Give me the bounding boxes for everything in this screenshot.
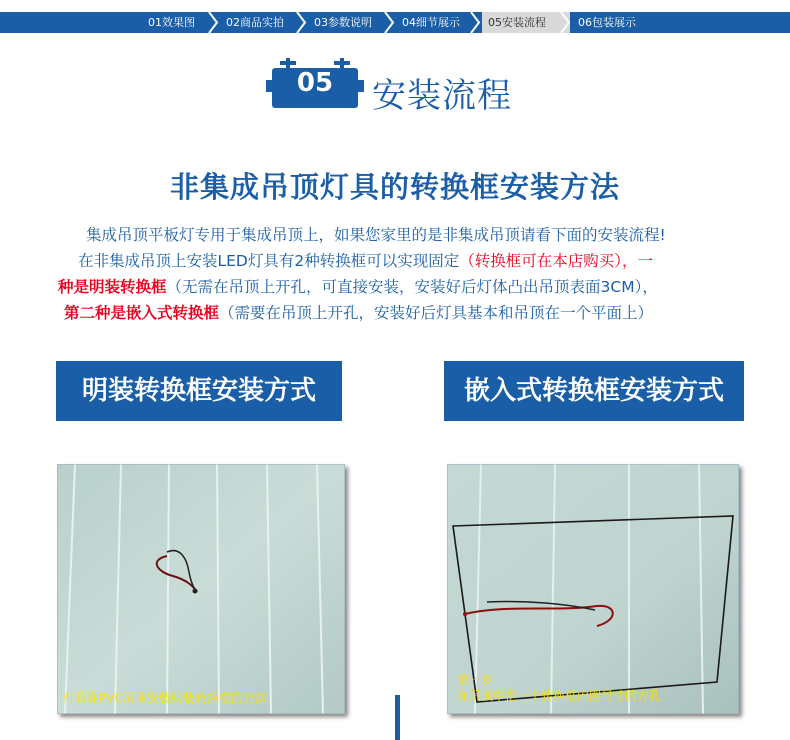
chevron-right-icon	[206, 12, 220, 33]
tab-effect[interactable]: 01效果图	[148, 16, 195, 29]
intro-line-2-red: （转换框可在本店购买），一	[459, 252, 653, 270]
tab-packaging[interactable]: 06包装展示	[578, 16, 636, 29]
tab-params[interactable]: 03参数说明	[314, 16, 372, 29]
caption-step: 第一步	[457, 673, 494, 687]
surface-mount-photo	[57, 464, 345, 714]
intro-line-3-red: 种是明装转换框	[58, 278, 167, 296]
ceiling-photo-left	[57, 464, 345, 714]
intro-line-3	[58, 274, 748, 300]
recessed-mount-heading: 嵌入式转换框安装方式	[444, 361, 744, 421]
intro-line-1: 集成吊顶平板灯专用于集成吊顶上，如果您家里的是非集成吊顶请看下面的安装流程!	[86, 226, 666, 244]
recessed-mount-photo	[447, 464, 739, 714]
intro-line-3-text: （无需在吊顶上开孔，可直接安装，安装好后灯体凸出吊顶表面3CM），	[166, 278, 658, 296]
chevron-right-icon	[294, 12, 308, 33]
tab-details[interactable]: 04细节展示	[402, 16, 460, 29]
intro-line-4-text: （需要在吊顶上开孔，安装好后灯具基本和吊顶在一个平面上）	[219, 304, 654, 322]
chevron-right-icon	[558, 12, 572, 33]
divider-line	[395, 695, 400, 740]
surface-mount-heading: 明装转换框安装方式	[56, 361, 342, 421]
page-title: 非集成吊顶灯具的转换框安装方法	[169, 170, 620, 204]
chevron-right-icon	[468, 12, 482, 33]
section-title: 安装流程	[372, 76, 512, 116]
intro-line-4	[58, 300, 748, 326]
tab-install[interactable]: 05安装流程	[482, 12, 570, 33]
tab-photos[interactable]: 02商品实拍	[226, 16, 284, 29]
top-nav	[0, 12, 790, 33]
intro-text	[58, 222, 748, 326]
recessed-mount-caption	[457, 672, 661, 704]
section-number: 05	[296, 68, 334, 98]
intro-line-2-text: 在非集成吊顶上安装LED灯具有2种转换框可以实现固定	[78, 252, 460, 270]
surface-mount-caption: 灯具在PVC吊顶安装明装转换框的方法	[63, 691, 267, 705]
caption-text: 在吊顶中挖一个转换框内圈尺寸的方孔	[457, 689, 662, 703]
intro-line-4-red: 第二种是嵌入式转换框	[64, 304, 220, 322]
chevron-right-icon	[382, 12, 396, 33]
intro-line-2	[58, 248, 748, 274]
